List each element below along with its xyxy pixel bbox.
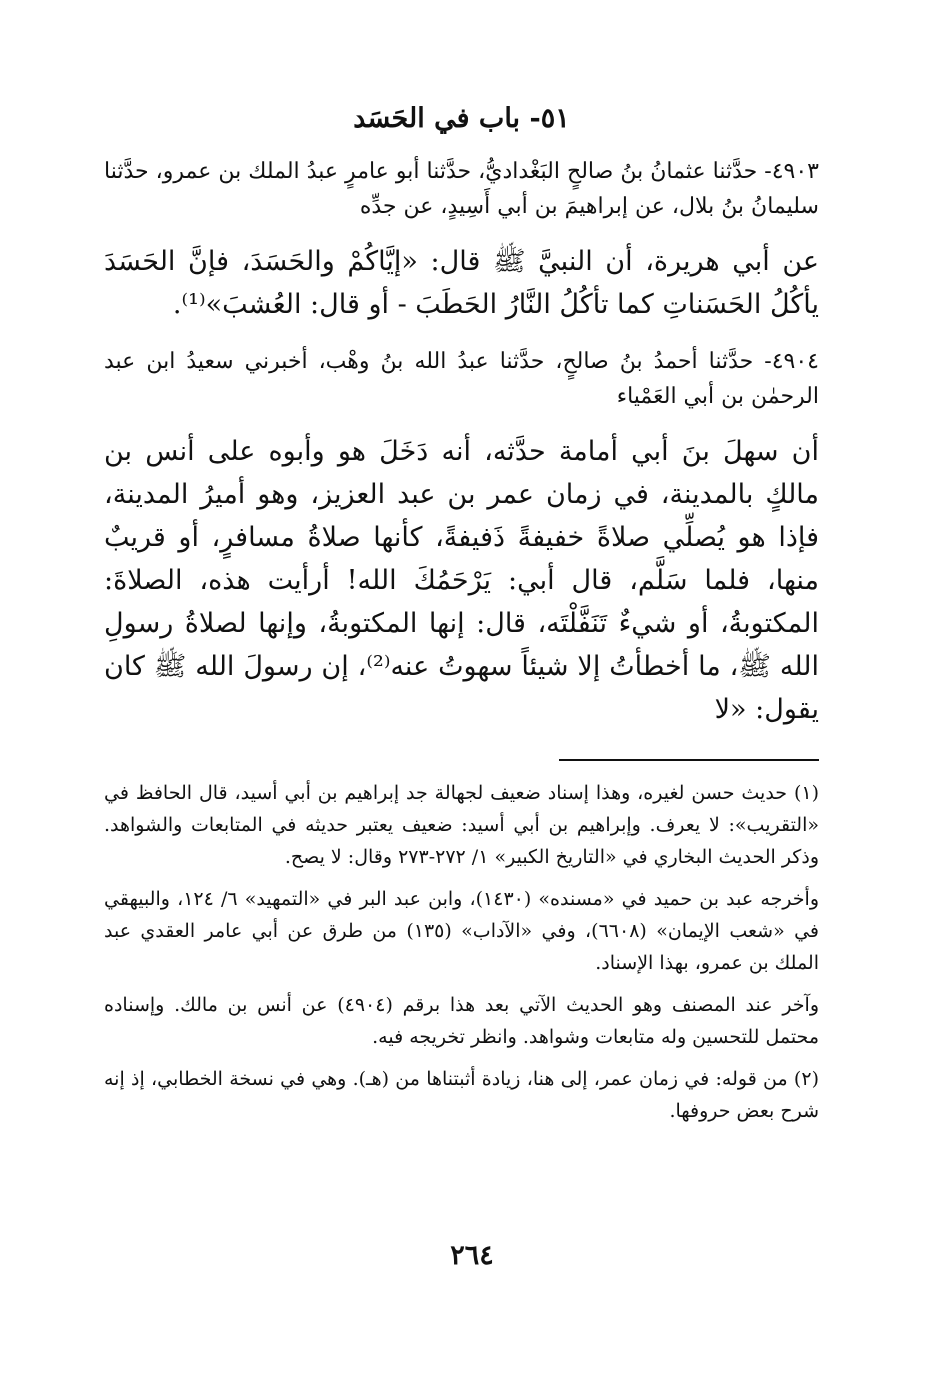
footnote-2: (٢) من قوله: في زمان عمر، إلى هنا، زيادة أثبتناها من (هـ). وهي في نسخة الخطابي، إذ إنه شرح بعض حروفها. bbox=[104, 1068, 819, 1122]
footnote-1-continued: وأخرجه عبد بن حميد في «مسنده» (١٤٣٠)، وابن عبد البر في «التمهيد» ٦/ ١٢٤، والبيهقي في «شعب الإيمان» (٦٦٠٨)، وفي «الآداب» (١٣٥) من طرق عن أبي عامر العقدي عبد الملك بن عمرو، بهذا الإسناد. bbox=[104, 888, 819, 974]
page-body bbox=[104, 100, 819, 1137]
footnote-divider bbox=[559, 759, 819, 761]
hadith-4903-chain: ٤٩٠٣- حدَّثنا عثمانُ بنُ صالحٍ البَغْداديُّ، حدَّثنا أبو عامرٍ عبدُ الملك بن عمرو، حدَّثنا سليمانُ بنُ بلال، عن إبراهيمَ بن أبي أَسِيدٍ، عن جدِّه bbox=[104, 159, 819, 219]
footnotes bbox=[104, 777, 819, 1127]
footnote-1-note: وآخر عند المصنف وهو الحديث الآتي بعد هذا برقم (٤٩٠٤) عن أنس بن مالك. وإسناده محتمل للتحسين وله متابعات وشواهد. وانظر تخريجه فيه. bbox=[104, 994, 819, 1048]
hadith-4904-text: أن سهلَ بنَ أبي أمامة حدَّثه، أنه دَخَلَ هو وأبوه على أنس بن مالكٍ بالمدينة، في زمان عمر بن عبد العزيز، وهو أميرُ المدينة، فإذا هو يُصلِّي صلاةً خفيفةً ذَفيفةً، كأنها صلاةُ مسافرٍ، أو قريبٌ منها، فلما سَلَّم، قال أبي: يَرْحَمُكَ الله! أرأيت هذه، الصلاةَ: المكتوبةُ، أو شيءٌ تَنَفَّلْتَه، قال: إنها المكتوبةُ، وإنها لصلاةُ رسولِ الله ﷺ، ما أخطأتُ إلا شيئاً سهوتُ عنه⁽²⁾، إن رسولَ الله ﷺ كان يقول: «لا bbox=[104, 436, 820, 725]
page-number: ٢٦٤ bbox=[450, 1240, 494, 1271]
hadith-4903-text: عن أبي هريرة، أن النبيَّ ﷺ قال: «إيَّاكُمْ والحَسَدَ، فإنَّ الحَسَدَ يأكُلُ الحَسَناتِ كما تأكُلُ النَّارُ الحَطَبَ - أو قال: العُشبَ»⁽¹⁾. bbox=[104, 246, 819, 320]
hadith-4904-chain: ٤٩٠٤- حدَّثنا أحمدُ بنُ صالحٍ، حدَّثنا عبدُ الله بنُ وهْب، أخبرني سعيدُ ابن عبد الرحمٰن بن أبي العَمْياء bbox=[104, 349, 819, 409]
chapter-title: ٥١- باب في الحَسَد bbox=[353, 103, 570, 134]
footnote-1: (١) حديث حسن لغيره، وهذا إسناد ضعيف لجهالة جد إبراهيم بن أبي أسيد، قال الحافظ في «التقريب»: لا يعرف. وإبراهيم بن أبي أسيد: ضعيف يعتبر حديثه في المتابعات والشواهد. وذكر الحديث البخاري في «التاريخ الكبير» ١/ ٢٧٢-٢٧٣ وقال: لا يصح. bbox=[104, 782, 819, 868]
